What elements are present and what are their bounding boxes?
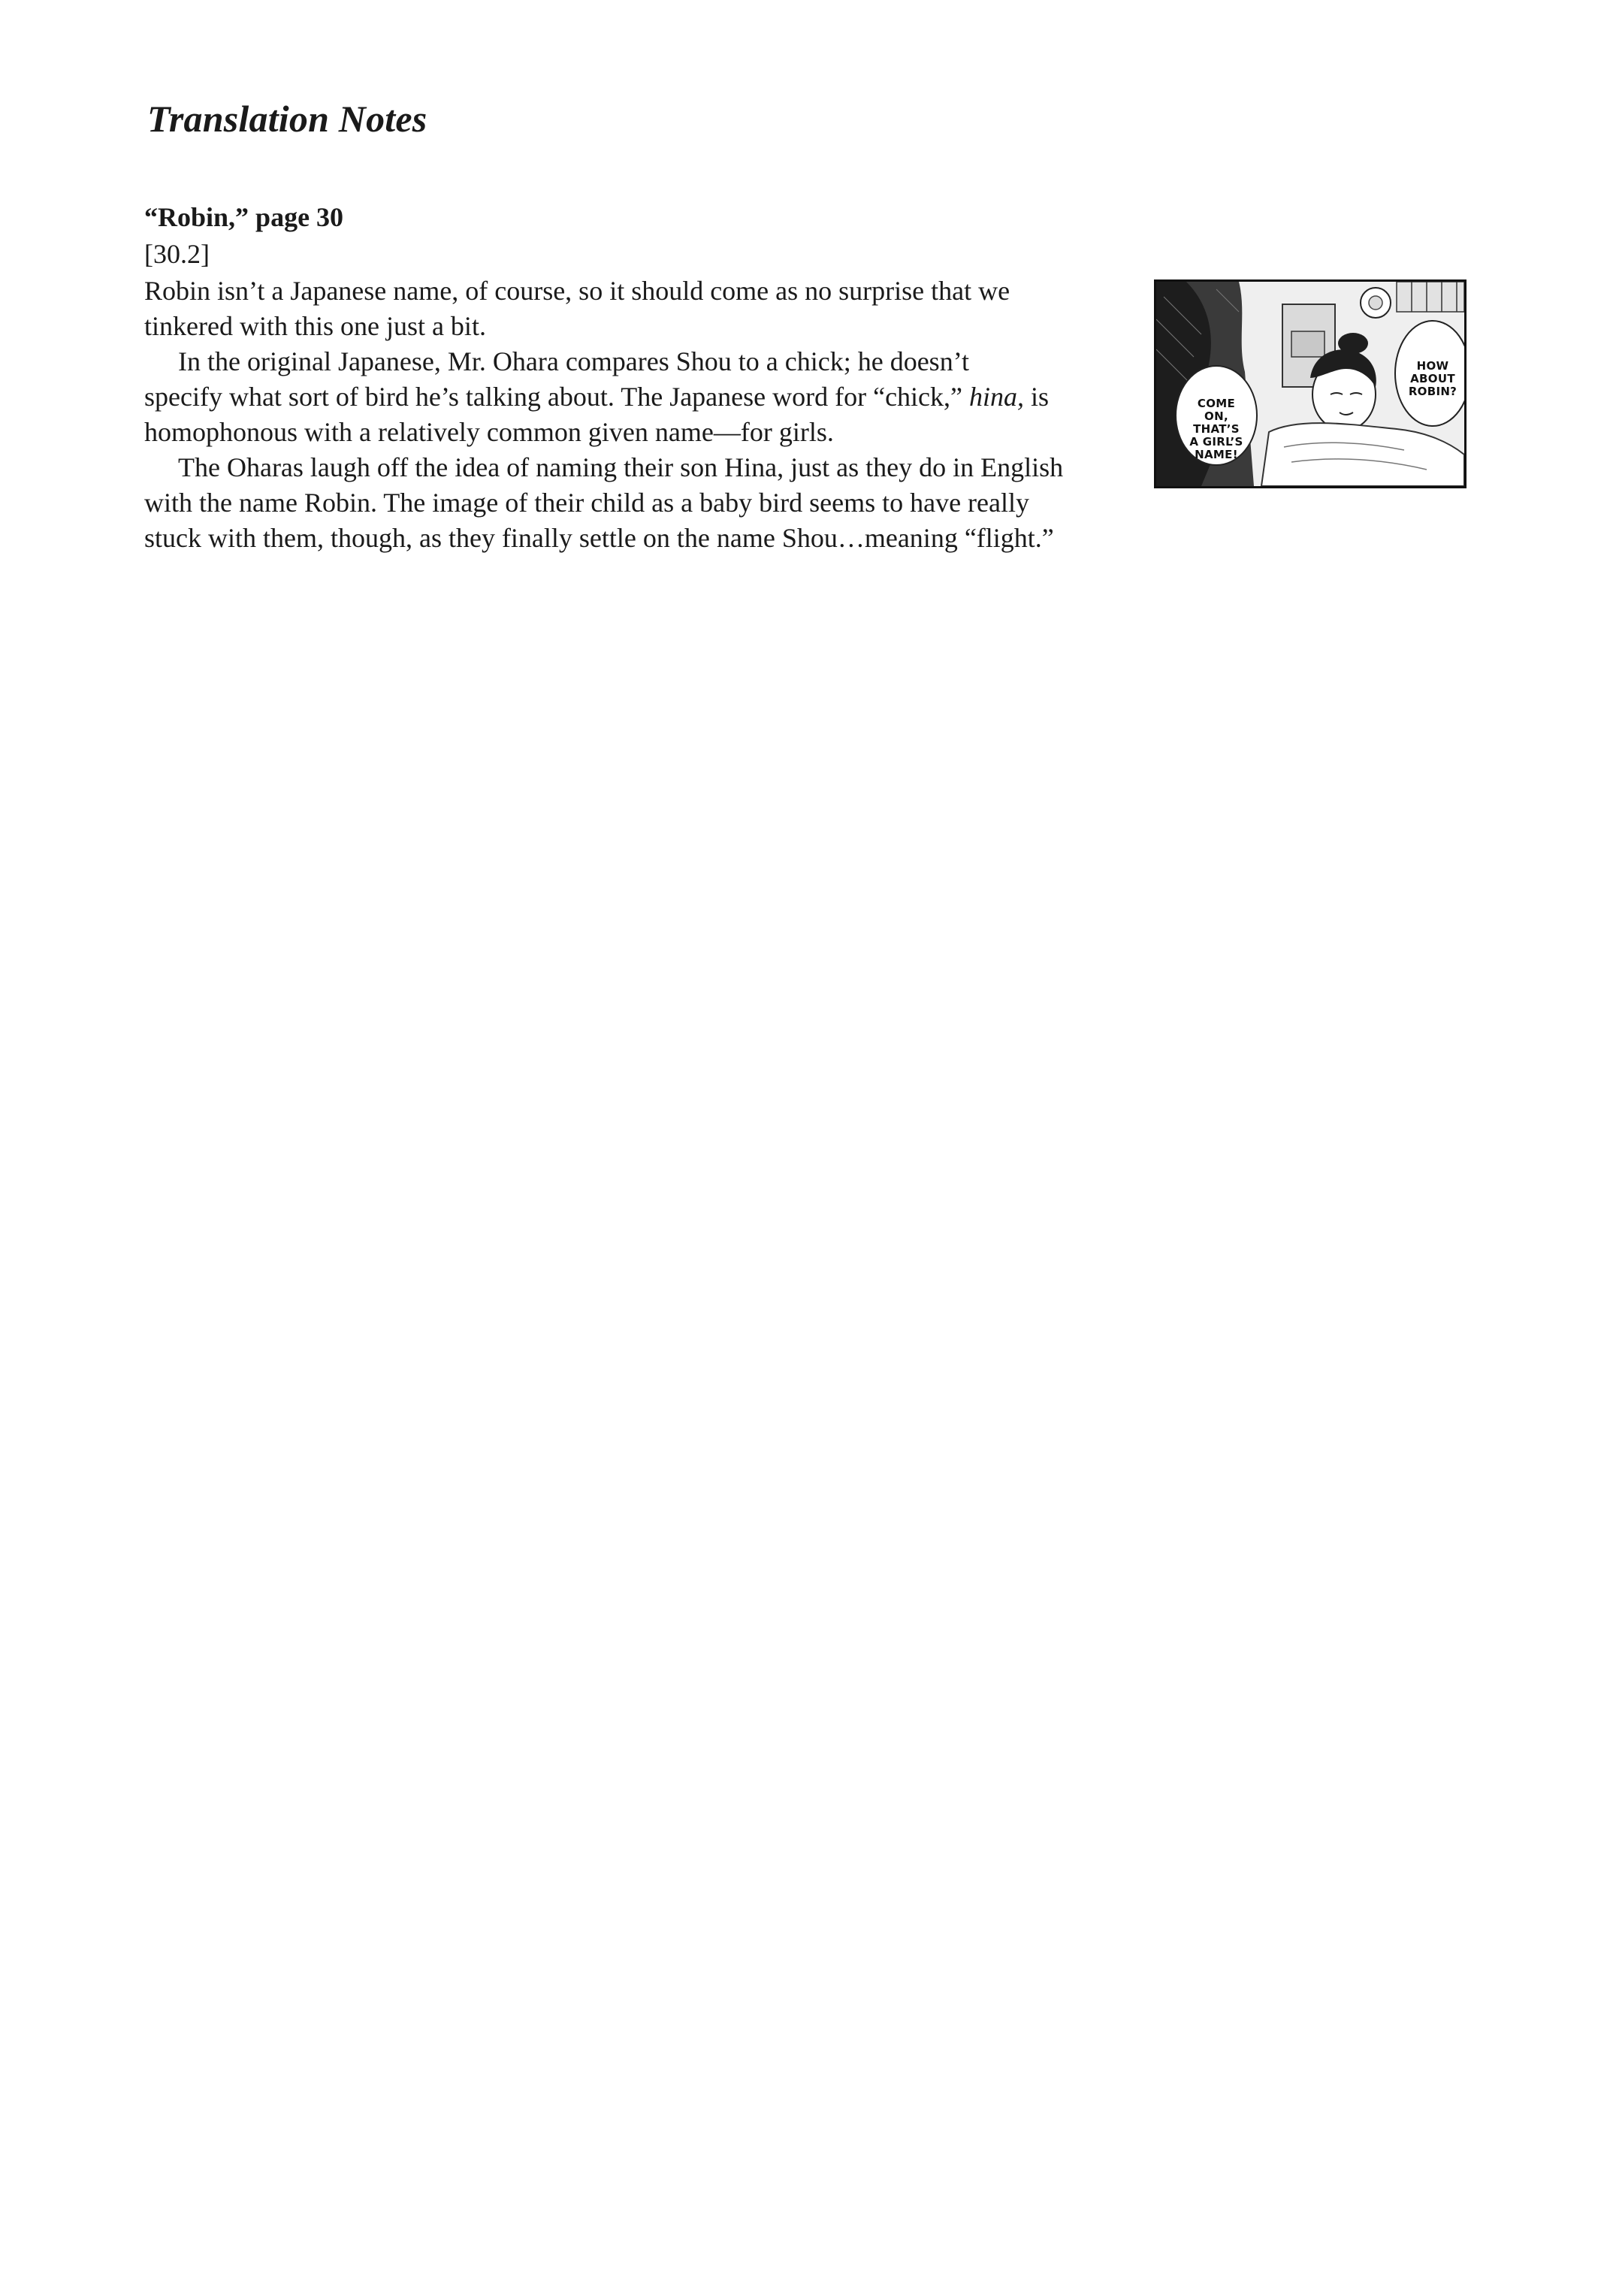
text-line: Robin isn’t a Japanese name, of course, so it should come as no surprise that we: [144, 276, 1010, 306]
text-line: [144, 379, 1128, 415]
paragraph: [144, 273, 1128, 344]
text-line: homophonous with a relatively common given name—for girls.: [144, 417, 834, 447]
note-heading: “Robin,” page 30: [144, 202, 344, 232]
paragraph: [144, 344, 1128, 450]
text-line: The Oharas laugh off the idea of naming their son Hina, just as they do in English: [178, 452, 1064, 482]
italic-term: hina,: [969, 382, 1025, 412]
text-segment: specify what sort of bird he’s talking about. The Japanese word for “chick,”: [144, 382, 969, 412]
text-line: tinkered with this one just a bit.: [144, 311, 486, 341]
text-line: with the name Robin. The image of their child as a baby bird seems to have really: [144, 488, 1029, 518]
note-body: [144, 273, 1128, 556]
panel-reference: [30.2]: [144, 239, 210, 269]
text-segment: is: [1024, 382, 1050, 412]
paragraph: [144, 450, 1128, 556]
text-line: In the original Japanese, Mr. Ohara compares Shou to a chick; he doesn’t: [178, 346, 970, 376]
manga-panel-image: [1154, 279, 1467, 488]
speech-bubble-right: HOW ABOUT ROBIN?: [1408, 359, 1457, 398]
page-title: Translation Notes: [147, 98, 427, 140]
speech-bubble-left: COME ON, THAT’S A GIRL’S NAME!: [1189, 397, 1243, 461]
text-line: stuck with them, though, as they finally settle on the name Shou…meaning “flight.”: [144, 523, 1054, 553]
